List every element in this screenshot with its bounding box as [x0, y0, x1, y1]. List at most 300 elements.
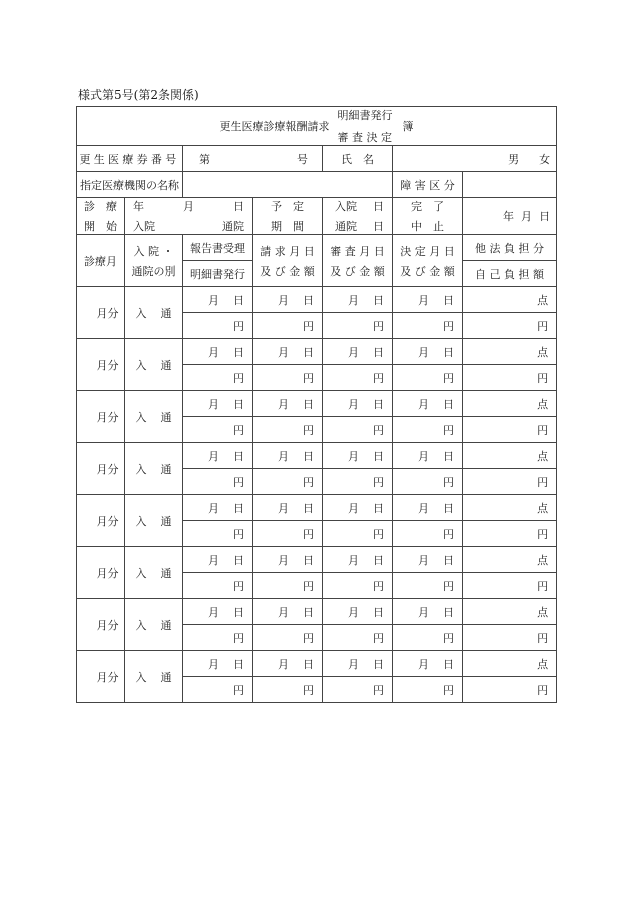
entry-review-date[interactable] — [323, 339, 393, 365]
yen-unit: 円 — [373, 579, 384, 593]
day-unit: 日 — [443, 293, 454, 307]
month-unit: 月 — [208, 345, 219, 359]
entry-other-points[interactable] — [463, 443, 557, 469]
entry-other-points[interactable] — [463, 651, 557, 677]
entry-decision-date[interactable] — [393, 547, 463, 573]
entry-review-date[interactable] — [323, 287, 393, 313]
yen-unit: 円 — [537, 683, 549, 697]
entry-report-date[interactable] — [183, 287, 253, 313]
start-month: 月 — [183, 200, 194, 213]
day-unit: 日 — [443, 449, 454, 463]
entry-type[interactable] — [125, 287, 183, 339]
entry-row-top — [77, 495, 557, 521]
points-unit: 点 — [537, 501, 549, 515]
month-unit: 月 — [208, 293, 219, 307]
disability-label: 障 害 区 分 — [393, 172, 463, 198]
entry-claim-amount[interactable] — [253, 417, 323, 443]
column-header-row — [77, 235, 557, 261]
day-unit: 日 — [373, 345, 384, 359]
yen-unit: 円 — [233, 527, 244, 541]
disability-field[interactable] — [463, 172, 557, 198]
form-caption: 様式第5号(第2条関係) — [78, 88, 199, 102]
month-unit: 月 — [418, 657, 429, 671]
entry-report-amount[interactable] — [183, 417, 253, 443]
entry-decision-date[interactable] — [393, 651, 463, 677]
day-unit: 日 — [233, 553, 244, 567]
month-unit: 月 — [348, 553, 359, 567]
entry-row-top — [77, 287, 557, 313]
col-type-header — [125, 235, 183, 287]
yen-unit: 円 — [303, 423, 314, 437]
entry-other-points[interactable] — [463, 391, 557, 417]
entry-review-amount[interactable] — [323, 417, 393, 443]
day-unit: 日 — [303, 449, 314, 463]
entry-self-pay-amount[interactable] — [463, 677, 557, 703]
sex-female-option[interactable]: 女 — [539, 152, 551, 166]
entry-review-amount[interactable] — [323, 573, 393, 599]
yen-unit: 円 — [373, 683, 384, 697]
entry-nyu[interactable]: 入 — [135, 410, 147, 424]
month-unit: 月 — [418, 501, 429, 515]
period-row — [77, 198, 557, 235]
plan-period-label — [253, 198, 323, 235]
sex-male-option[interactable]: 男 — [508, 152, 520, 166]
entry-report-date[interactable] — [183, 547, 253, 573]
yen-unit: 円 — [443, 527, 454, 541]
month-unit: 月 — [418, 345, 429, 359]
yen-unit: 円 — [303, 527, 314, 541]
entry-report-date[interactable] — [183, 339, 253, 365]
day-unit: 日 — [303, 501, 314, 515]
yen-unit: 円 — [443, 475, 454, 489]
entry-decision-date[interactable] — [393, 495, 463, 521]
entry-month-label: 月分 — [96, 618, 119, 632]
entry-month[interactable] — [77, 547, 125, 599]
plan-nyuin-day: 日 — [373, 200, 384, 213]
yen-unit: 円 — [443, 319, 454, 333]
name-field[interactable] — [393, 146, 557, 172]
entry-month-label: 月分 — [96, 410, 119, 424]
entry-nyu[interactable]: 入 — [135, 358, 147, 372]
month-unit: 月 — [348, 397, 359, 411]
month-unit: 月 — [278, 293, 289, 307]
col-report-header-bottom: 明細書発行 — [183, 261, 253, 287]
plan-nyuin: 入院 — [335, 200, 357, 213]
entry-claim-date[interactable] — [253, 599, 323, 625]
entry-row-top — [77, 599, 557, 625]
yen-unit: 円 — [373, 319, 384, 333]
card-number-go: 号 — [297, 152, 308, 166]
entry-decision-amount[interactable] — [393, 573, 463, 599]
entry-report-amount[interactable] — [183, 625, 253, 651]
entry-review-amount[interactable] — [323, 677, 393, 703]
entry-tsu[interactable]: 通 — [160, 358, 172, 372]
yen-unit: 円 — [373, 527, 384, 541]
entry-claim-amount[interactable] — [253, 521, 323, 547]
title-row — [77, 107, 557, 146]
month-unit: 月 — [208, 553, 219, 567]
day-unit: 日 — [443, 553, 454, 567]
entry-decision-date[interactable] — [393, 287, 463, 313]
start-tsuin[interactable]: 通院 — [222, 220, 244, 233]
col-report-header-top: 報告書受理 — [183, 235, 253, 261]
entry-self-pay-amount[interactable] — [463, 417, 557, 443]
card-number-field[interactable] — [183, 146, 323, 172]
entry-review-amount[interactable] — [323, 313, 393, 339]
yen-unit: 円 — [537, 579, 549, 593]
entry-type[interactable] — [125, 599, 183, 651]
entry-month-label: 月分 — [96, 462, 119, 476]
entry-decision-amount[interactable] — [393, 677, 463, 703]
end-day: 日 — [539, 210, 551, 223]
entry-claim-date[interactable] — [253, 443, 323, 469]
entry-row-top — [77, 339, 557, 365]
yen-unit: 円 — [303, 371, 314, 385]
month-unit: 月 — [278, 397, 289, 411]
month-unit: 月 — [418, 397, 429, 411]
entry-tsu[interactable]: 通 — [160, 462, 172, 476]
month-unit: 月 — [278, 501, 289, 515]
end-month: 月 — [521, 210, 533, 223]
col-type-2: 通院の別 — [131, 264, 176, 278]
entry-claim-amount[interactable] — [253, 677, 323, 703]
points-unit: 点 — [537, 553, 549, 567]
col-other-header-bottom: 自 己 負 担 額 — [463, 261, 557, 287]
day-unit: 日 — [373, 449, 384, 463]
entry-nyu[interactable]: 入 — [135, 514, 147, 528]
entry-self-pay-amount[interactable] — [463, 573, 557, 599]
yen-unit: 円 — [443, 371, 454, 385]
yen-unit: 円 — [233, 579, 244, 593]
col-month-header: 診療月 — [77, 235, 125, 287]
entry-decision-amount[interactable] — [393, 365, 463, 391]
month-unit: 月 — [278, 657, 289, 671]
plan-tsuin: 通院 — [335, 220, 357, 233]
yen-unit: 円 — [233, 475, 244, 489]
name-label: 氏 名 — [323, 146, 393, 172]
entry-self-pay-amount[interactable] — [463, 365, 557, 391]
entry-type[interactable] — [125, 391, 183, 443]
col-decision-1: 決 定 月 日 — [400, 244, 455, 258]
day-unit: 日 — [233, 501, 244, 515]
day-unit: 日 — [373, 605, 384, 619]
month-unit: 月 — [208, 501, 219, 515]
entry-review-amount[interactable] — [323, 625, 393, 651]
entry-month-label: 月分 — [96, 670, 119, 684]
month-unit: 月 — [208, 397, 219, 411]
yen-unit: 円 — [373, 475, 384, 489]
month-unit: 月 — [348, 657, 359, 671]
card-number-row — [77, 146, 557, 172]
entry-review-date[interactable] — [323, 547, 393, 573]
start-year: 年 — [133, 200, 144, 213]
day-unit: 日 — [233, 293, 244, 307]
entry-month[interactable] — [77, 339, 125, 391]
entry-tsu[interactable]: 通 — [160, 618, 172, 632]
entry-tsu[interactable]: 通 — [160, 306, 172, 320]
entry-month-label: 月分 — [96, 306, 119, 320]
entry-row-top — [77, 443, 557, 469]
entry-nyu[interactable]: 入 — [135, 618, 147, 632]
entry-row-top — [77, 651, 557, 677]
card-number-dai: 第 — [199, 152, 210, 166]
completion-label — [393, 198, 463, 235]
completion-date-field[interactable] — [463, 198, 557, 235]
entry-nyu[interactable]: 入 — [135, 670, 147, 684]
yen-unit: 円 — [233, 423, 244, 437]
points-unit: 点 — [537, 397, 549, 411]
institution-field[interactable] — [183, 172, 393, 198]
day-unit: 日 — [443, 397, 454, 411]
day-unit: 日 — [303, 657, 314, 671]
yen-unit: 円 — [233, 631, 244, 645]
entry-tsu[interactable]: 通 — [160, 670, 172, 684]
entry-month[interactable] — [77, 495, 125, 547]
entry-report-date[interactable] — [183, 651, 253, 677]
entry-report-date[interactable] — [183, 599, 253, 625]
day-unit: 日 — [373, 397, 384, 411]
start-nyuin[interactable]: 入院 — [133, 220, 155, 233]
day-unit: 日 — [233, 449, 244, 463]
entry-type[interactable] — [125, 443, 183, 495]
yen-unit: 円 — [303, 475, 314, 489]
treatment-start-label — [77, 198, 125, 235]
entry-report-amount[interactable] — [183, 365, 253, 391]
entry-review-date[interactable] — [323, 651, 393, 677]
entry-month[interactable] — [77, 391, 125, 443]
entry-other-points[interactable] — [463, 599, 557, 625]
month-unit: 月 — [278, 605, 289, 619]
entry-self-pay-amount[interactable] — [463, 313, 557, 339]
entry-review-date[interactable] — [323, 391, 393, 417]
day-unit: 日 — [443, 605, 454, 619]
col-decision-header — [393, 235, 463, 287]
entry-other-points[interactable] — [463, 547, 557, 573]
title-stack-bottom: 審 査 決 定 — [337, 131, 393, 144]
entry-month[interactable] — [77, 651, 125, 703]
treatment-start-field[interactable] — [125, 198, 253, 235]
day-unit: 日 — [303, 293, 314, 307]
col-claim-header — [253, 235, 323, 287]
col-type-1: 入 院 ・ — [133, 244, 174, 258]
entry-decision-date[interactable] — [393, 599, 463, 625]
entry-nyu[interactable]: 入 — [135, 306, 147, 320]
col-review-2: 及 び 金 額 — [330, 264, 385, 278]
entry-decision-amount[interactable] — [393, 417, 463, 443]
entry-report-amount[interactable] — [183, 677, 253, 703]
points-unit: 点 — [537, 293, 549, 307]
title-tail: 簿 — [402, 120, 414, 133]
day-unit: 日 — [373, 553, 384, 567]
month-unit: 月 — [278, 345, 289, 359]
entry-report-amount[interactable] — [183, 469, 253, 495]
entry-row-top — [77, 547, 557, 573]
entry-other-points[interactable] — [463, 495, 557, 521]
month-unit: 月 — [418, 293, 429, 307]
yen-unit: 円 — [373, 423, 384, 437]
entry-other-points[interactable] — [463, 339, 557, 365]
month-unit: 月 — [208, 657, 219, 671]
entry-type[interactable] — [125, 651, 183, 703]
entry-month-label: 月分 — [96, 514, 119, 528]
entry-decision-amount[interactable] — [393, 625, 463, 651]
entry-review-amount[interactable] — [323, 521, 393, 547]
yen-unit: 円 — [303, 683, 314, 697]
entry-claim-amount[interactable] — [253, 469, 323, 495]
yen-unit: 円 — [373, 631, 384, 645]
entry-tsu[interactable]: 通 — [160, 410, 172, 424]
entry-nyu[interactable]: 入 — [135, 566, 147, 580]
day-unit: 日 — [233, 345, 244, 359]
entry-other-points[interactable] — [463, 287, 557, 313]
entry-review-amount[interactable] — [323, 469, 393, 495]
month-unit: 月 — [348, 501, 359, 515]
month-unit: 月 — [418, 553, 429, 567]
yen-unit: 円 — [373, 371, 384, 385]
entry-month[interactable] — [77, 443, 125, 495]
title-stack-top: 明細書発行 — [337, 109, 393, 122]
entry-report-amount[interactable] — [183, 573, 253, 599]
start-day: 日 — [233, 200, 244, 213]
entry-self-pay-amount[interactable] — [463, 625, 557, 651]
points-unit: 点 — [537, 657, 549, 671]
plan-period-field[interactable] — [323, 198, 393, 235]
treatment-start-label-2: 開 始 — [84, 220, 117, 233]
entry-tsu[interactable]: 通 — [160, 514, 172, 528]
entry-claim-amount[interactable] — [253, 365, 323, 391]
entry-review-date[interactable] — [323, 599, 393, 625]
entry-decision-amount[interactable] — [393, 469, 463, 495]
entry-claim-date[interactable] — [253, 287, 323, 313]
entry-decision-date[interactable] — [393, 443, 463, 469]
yen-unit: 円 — [443, 579, 454, 593]
entry-report-date[interactable] — [183, 391, 253, 417]
title-main: 更生医療診療報酬請求 — [219, 120, 330, 133]
yen-unit: 円 — [443, 631, 454, 645]
yen-unit: 円 — [537, 371, 549, 385]
entry-type[interactable] — [125, 547, 183, 599]
treatment-start-label-1: 診 療 — [84, 200, 117, 213]
entry-month-label: 月分 — [96, 358, 119, 372]
yen-unit: 円 — [537, 423, 549, 437]
day-unit: 日 — [233, 657, 244, 671]
completion-label-2: 中 止 — [411, 220, 444, 233]
month-unit: 月 — [348, 345, 359, 359]
entry-decision-amount[interactable] — [393, 521, 463, 547]
entry-type[interactable] — [125, 339, 183, 391]
month-unit: 月 — [278, 449, 289, 463]
card-number-label: 更生医療券番号 — [77, 146, 183, 172]
entry-report-amount[interactable] — [183, 521, 253, 547]
day-unit: 日 — [303, 605, 314, 619]
month-unit: 月 — [348, 449, 359, 463]
yen-unit: 円 — [233, 371, 244, 385]
entry-report-amount[interactable] — [183, 313, 253, 339]
entry-claim-date[interactable] — [253, 651, 323, 677]
title-cell — [77, 107, 557, 146]
month-unit: 月 — [208, 449, 219, 463]
entry-month[interactable] — [77, 599, 125, 651]
institution-label: 指定医療機関の名称 — [77, 172, 183, 198]
entry-claim-amount[interactable] — [253, 313, 323, 339]
day-unit: 日 — [303, 345, 314, 359]
yen-unit: 円 — [443, 423, 454, 437]
month-unit: 月 — [348, 293, 359, 307]
end-year: 年 — [503, 210, 514, 223]
yen-unit: 円 — [303, 579, 314, 593]
entry-tsu[interactable]: 通 — [160, 566, 172, 580]
entry-month[interactable] — [77, 287, 125, 339]
day-unit: 日 — [443, 501, 454, 515]
entry-nyu[interactable]: 入 — [135, 462, 147, 476]
completion-label-1: 完 了 — [411, 200, 444, 213]
yen-unit: 円 — [303, 631, 314, 645]
day-unit: 日 — [373, 501, 384, 515]
entry-review-date[interactable] — [323, 443, 393, 469]
entry-claim-date[interactable] — [253, 547, 323, 573]
month-unit: 月 — [208, 605, 219, 619]
day-unit: 日 — [233, 605, 244, 619]
col-decision-2: 及 び 金 額 — [400, 264, 455, 278]
yen-unit: 円 — [537, 475, 549, 489]
entry-review-date[interactable] — [323, 495, 393, 521]
entry-decision-date[interactable] — [393, 391, 463, 417]
entry-review-amount[interactable] — [323, 365, 393, 391]
entry-report-date[interactable] — [183, 443, 253, 469]
entry-claim-date[interactable] — [253, 391, 323, 417]
points-unit: 点 — [537, 605, 549, 619]
entry-month-label: 月分 — [96, 566, 119, 580]
entry-claim-amount[interactable] — [253, 573, 323, 599]
col-review-1: 審 査 月 日 — [330, 244, 385, 258]
entry-claim-amount[interactable] — [253, 625, 323, 651]
plan-period-label-1: 予 定 — [271, 200, 304, 213]
day-unit: 日 — [373, 657, 384, 671]
col-other-header-top: 他 法 負 担 分 — [463, 235, 557, 261]
month-unit: 月 — [348, 605, 359, 619]
entry-report-date[interactable] — [183, 495, 253, 521]
yen-unit: 円 — [443, 683, 454, 697]
plan-period-label-2: 期 間 — [271, 220, 304, 233]
entry-type[interactable] — [125, 495, 183, 547]
day-unit: 日 — [303, 397, 314, 411]
col-claim-2: 及 び 金 額 — [260, 264, 315, 278]
points-unit: 点 — [537, 345, 549, 359]
yen-unit: 円 — [537, 319, 549, 333]
entry-decision-amount[interactable] — [393, 313, 463, 339]
entry-self-pay-amount[interactable] — [463, 469, 557, 495]
entry-self-pay-amount[interactable] — [463, 521, 557, 547]
day-unit: 日 — [443, 657, 454, 671]
col-claim-1: 請 求 月 日 — [260, 244, 315, 258]
entry-claim-date[interactable] — [253, 339, 323, 365]
institution-row — [77, 172, 557, 198]
month-unit: 月 — [418, 449, 429, 463]
day-unit: 日 — [373, 293, 384, 307]
col-review-header — [323, 235, 393, 287]
month-unit: 月 — [418, 605, 429, 619]
day-unit: 日 — [443, 345, 454, 359]
yen-unit: 円 — [537, 631, 549, 645]
day-unit: 日 — [303, 553, 314, 567]
entry-claim-date[interactable] — [253, 495, 323, 521]
entry-decision-date[interactable] — [393, 339, 463, 365]
yen-unit: 円 — [303, 319, 314, 333]
yen-unit: 円 — [537, 527, 549, 541]
entry-row-top — [77, 391, 557, 417]
month-unit: 月 — [278, 553, 289, 567]
yen-unit: 円 — [233, 319, 244, 333]
